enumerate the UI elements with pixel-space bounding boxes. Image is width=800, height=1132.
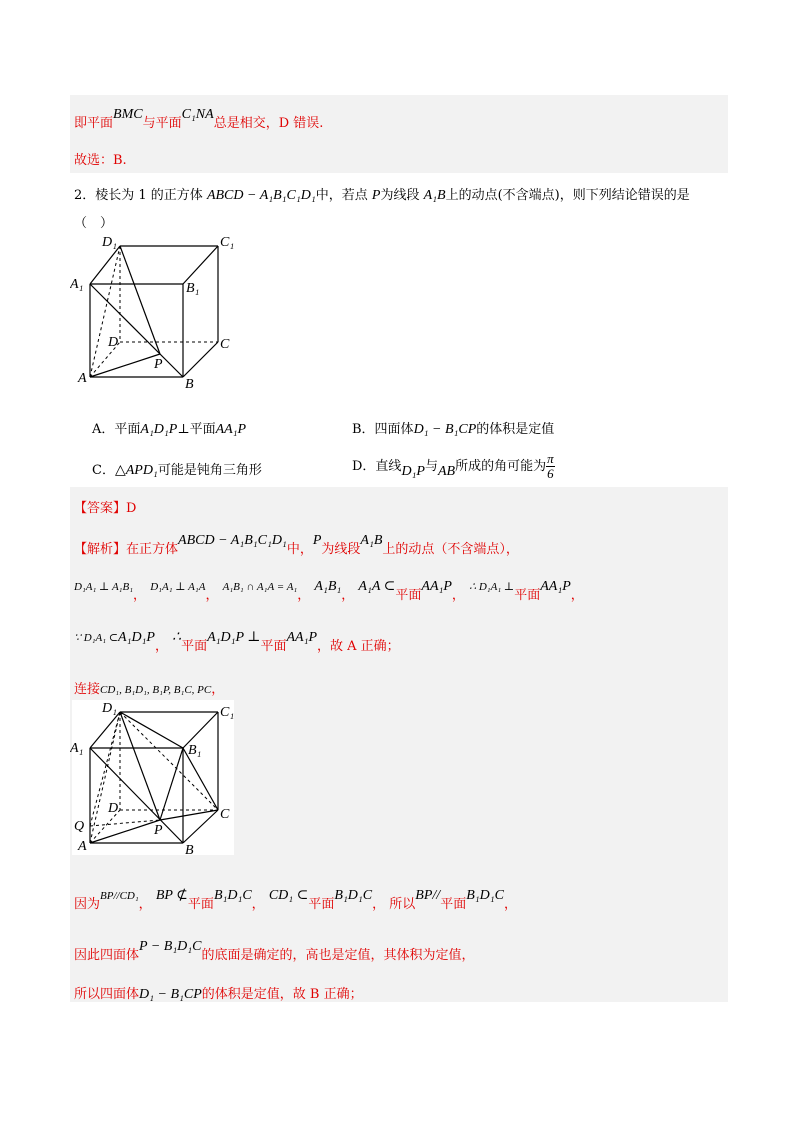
- fig2-label-B1: B₁: [188, 743, 202, 758]
- fig2-label-A: A: [78, 839, 87, 854]
- analysis-line-4: 连接CD₁, B₁D₁, B₁P, B₁C, PC，: [74, 682, 225, 697]
- analysis-line-2: $^{D_1A_1 \perp A_1B_1}$， $^{D_1A_1 \perp A_1A}$， $^{A_1B_1 \cap A_1A = A_1}$， A₁B₁， A₁A ⊂平面AA₁P， $^{\therefore D_1A_1 \perp}$平面AA₁P，: [74, 579, 584, 603]
- fig2-label-P: P: [154, 823, 163, 838]
- cube-figure-2: [70, 698, 240, 858]
- fig2-label-C: C: [220, 807, 230, 822]
- option-d: D．直线D₁P与AB所成的角可能为 $\frac{\pi}{6}$: [352, 451, 554, 481]
- fig2-label-D1: D₁: [102, 701, 117, 716]
- analysis-line-1: 【解析】在正方体ABCD − A₁B₁C₁D₁中，P为线段A₁B上的动点（不含端点），: [74, 533, 519, 557]
- fig1-label-C: C: [220, 337, 230, 352]
- fig1-label-D: D: [108, 335, 119, 350]
- fig2-label-Q: Q: [74, 819, 85, 834]
- analysis-line-5: 因为$^{BP//CD_1}$， BP ⊄平面B₁D₁C， CD₁ ⊂平面B₁D₁C， 所以BP//平面B₁D₁C，: [74, 888, 517, 912]
- fig2-label-D: D: [108, 801, 119, 816]
- analysis-line-3: $^{\because D_1A_1 \subset}$A₁D₁P， ∴平面A₁D₁P ⊥平面AA₁P，故 A 正确；: [74, 630, 400, 654]
- top-line-2: 故选：B.: [74, 153, 127, 168]
- fig1-label-B1: B₁: [186, 281, 200, 296]
- fraction-pi-over-6: $\frac{\pi}{6}$: [547, 451, 554, 481]
- fig1-label-A1: A₁: [70, 277, 84, 292]
- fig1-label-A: A: [78, 371, 87, 386]
- option-c: C．△APD₁可能是钝角三角形: [92, 463, 262, 478]
- analysis-line-7: 所以四面体D₁ − B₁CP的体积是定值，故 B 正确；: [74, 987, 363, 1002]
- cube-figure-1: [70, 232, 240, 392]
- question-paren: （ ）: [74, 216, 114, 231]
- fig1-label-P: P: [154, 357, 163, 372]
- analysis-line-6: 因此四面体P − B₁D₁C的底面是确定的，高也是定值，其体积为定值，: [74, 939, 475, 963]
- fig1-label-C1: C₁: [220, 235, 235, 250]
- option-a: A．平面A₁D₁P⊥平面AA₁P: [92, 422, 247, 437]
- option-b: B．四面体D₁ − B₁CP的体积是定值: [352, 422, 555, 437]
- top-solution-panel: [70, 95, 728, 173]
- fig2-label-B: B: [185, 843, 194, 858]
- answer-line: 【答案】D: [74, 501, 137, 516]
- fig1-label-B: B: [185, 377, 194, 392]
- fig2-label-C1: C₁: [220, 705, 235, 720]
- question-stem: 2．棱长为 1 的正方体 ABCD − A₁B₁C₁D₁中，若点 P为线段 A₁B上的动点(不含端点)，则下列结论错误的是: [74, 188, 690, 203]
- fig1-label-D1: D₁: [102, 235, 117, 250]
- fig2-label-A1: A₁: [70, 741, 84, 756]
- top-line-1: 即平面BMC与平面C₁NA总是相交，D 错误.: [74, 107, 324, 131]
